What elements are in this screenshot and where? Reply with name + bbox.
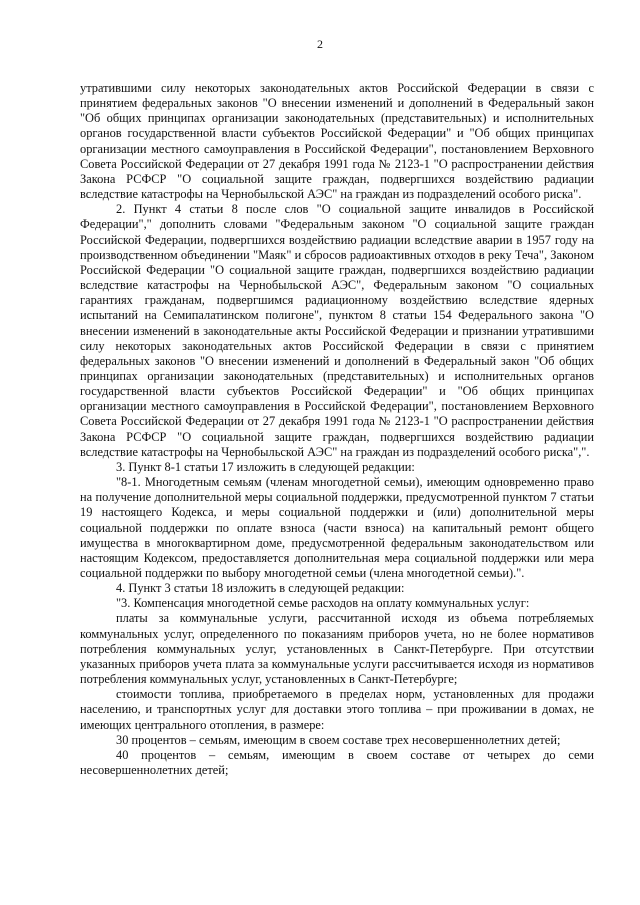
paragraph-30-percent: 30 процентов – семьям, имеющим в своем составе трех несовершеннолетних детей; xyxy=(116,732,561,747)
paragraph-item-2: 2. Пункт 4 статьи 8 после слов "О социальной защите инвалидов в Российской Федерации"," дополнить словами "Федеральным законом "О социальной защите граждан Российской Федерации, подвергшихся воздействию радиации вследствие аварии в 1957 году на производственном объединении "Маяк" и сбросов радиоактивных отходов в реку Теча", Законом Российской Федерации "О социальной защите граждан, подвергшихся воздействию радиации вследствие катастрофы на Чернобыльской АЭС", Федеральным законом "О социальных гарантиях гражданам, подвергшимся радиационному воздействию вследствие ядерных испытаний на Семипалатинском полигоне", пунктом 8 статьи 154 Федерального закона "О внесении изменений в законодательные акты Российской Федерации и признании утратившими силу некоторых законодательных актов Российской Федерации в связи с принятием федеральных законов "О внесении изменений и дополнений в Федеральный закон "Об общих принципах организации законодательных (представительных) и исполнительных органов государственной власти субъектов Российской Федерации" и "Об общих принципах организации местного самоуправления в Российской Федерации", постановлением Верховного Совета Российской Федерации от 27 декабря 1991 года № 2123-1 "О распространении действия Закона РСФСР "О социальной защите граждан, подвергшихся воздействию радиации вследствие катастрофы на Чернобыльской АЭС" на граждан из подразделений особого риска",". xyxy=(80,202,594,459)
paragraph-40-percent: 40 процентов – семьям, имеющим в своем составе от четырех до семи несовершеннолетних детей; xyxy=(80,747,594,778)
paragraph-clause-8-1: "8-1. Многодетным семьям (членам многодетной семьи), имеющим одновременно право на получение дополнительной меры социальной поддержки, предусмотренной пунктом 7 статьи 19 настоящего Кодекса, и меры социальной поддержки и (или) дополнительной меры социальной поддержки по оплате взноса (части взноса) на капитальный ремонт общего имущества в многоквартирном доме, предусмотренной федеральным законодательством или настоящим Кодексом, предоставляется дополнительная мера социальной поддержки или мера социальной поддержки по выбору многодетной семьи (члена многодетной семьи).". xyxy=(80,475,594,580)
paragraph-item-4: 4. Пункт 3 статьи 18 изложить в следующей редакции: xyxy=(116,581,405,596)
paragraph-clause-3: "3. Компенсация многодетной семье расходов на оплату коммунальных услуг: xyxy=(116,596,530,611)
page-number: 2 xyxy=(317,37,323,51)
paragraph-fuel-cost: стоимости топлива, приобретаемого в пределах норм, установленных для продажи населению, и транспортных услуг для доставки этого топлива – при проживании в домах, не имеющих центрального отопления, в размере: xyxy=(80,687,594,732)
paragraph-item-3: 3. Пункт 8-1 статьи 17 изложить в следующей редакции: xyxy=(116,459,415,474)
paragraph-utility-fee: платы за коммунальные услуги, рассчитанной исходя из объема потребляемых коммунальных услуг, определенного по показаниям приборов учета, но не более нормативов потребления коммунальных услуг, установленных в Санкт-Петербурге. При отсутствии указанных приборов учета плата за коммунальные услуги рассчитывается исходя из нормативов потребления коммунальных услуг, установленных в Санкт-Петербурге; xyxy=(80,611,594,687)
paragraph-continuation: утратившими силу некоторых законодательных актов Российской Федерации в связи с принятием федеральных законов "О внесении изменений и дополнений в Федеральный закон "Об общих принципах организации законодательных (представительных) и исполнительных органов государственной власти субъектов Российской Федерации" и "Об общих принципах организации местного самоуправления в Российской Федерации", постановлением Верховного Совета Российской Федерации от 27 декабря 1991 года № 2123-1 "О распространении действия Закона РСФСР "О социальной защите граждан, подвергшихся воздействию радиации вследствие катастрофы на Чернобыльской АЭС" на граждан из подразделений особого риска". xyxy=(80,81,594,202)
document-body xyxy=(80,81,594,778)
